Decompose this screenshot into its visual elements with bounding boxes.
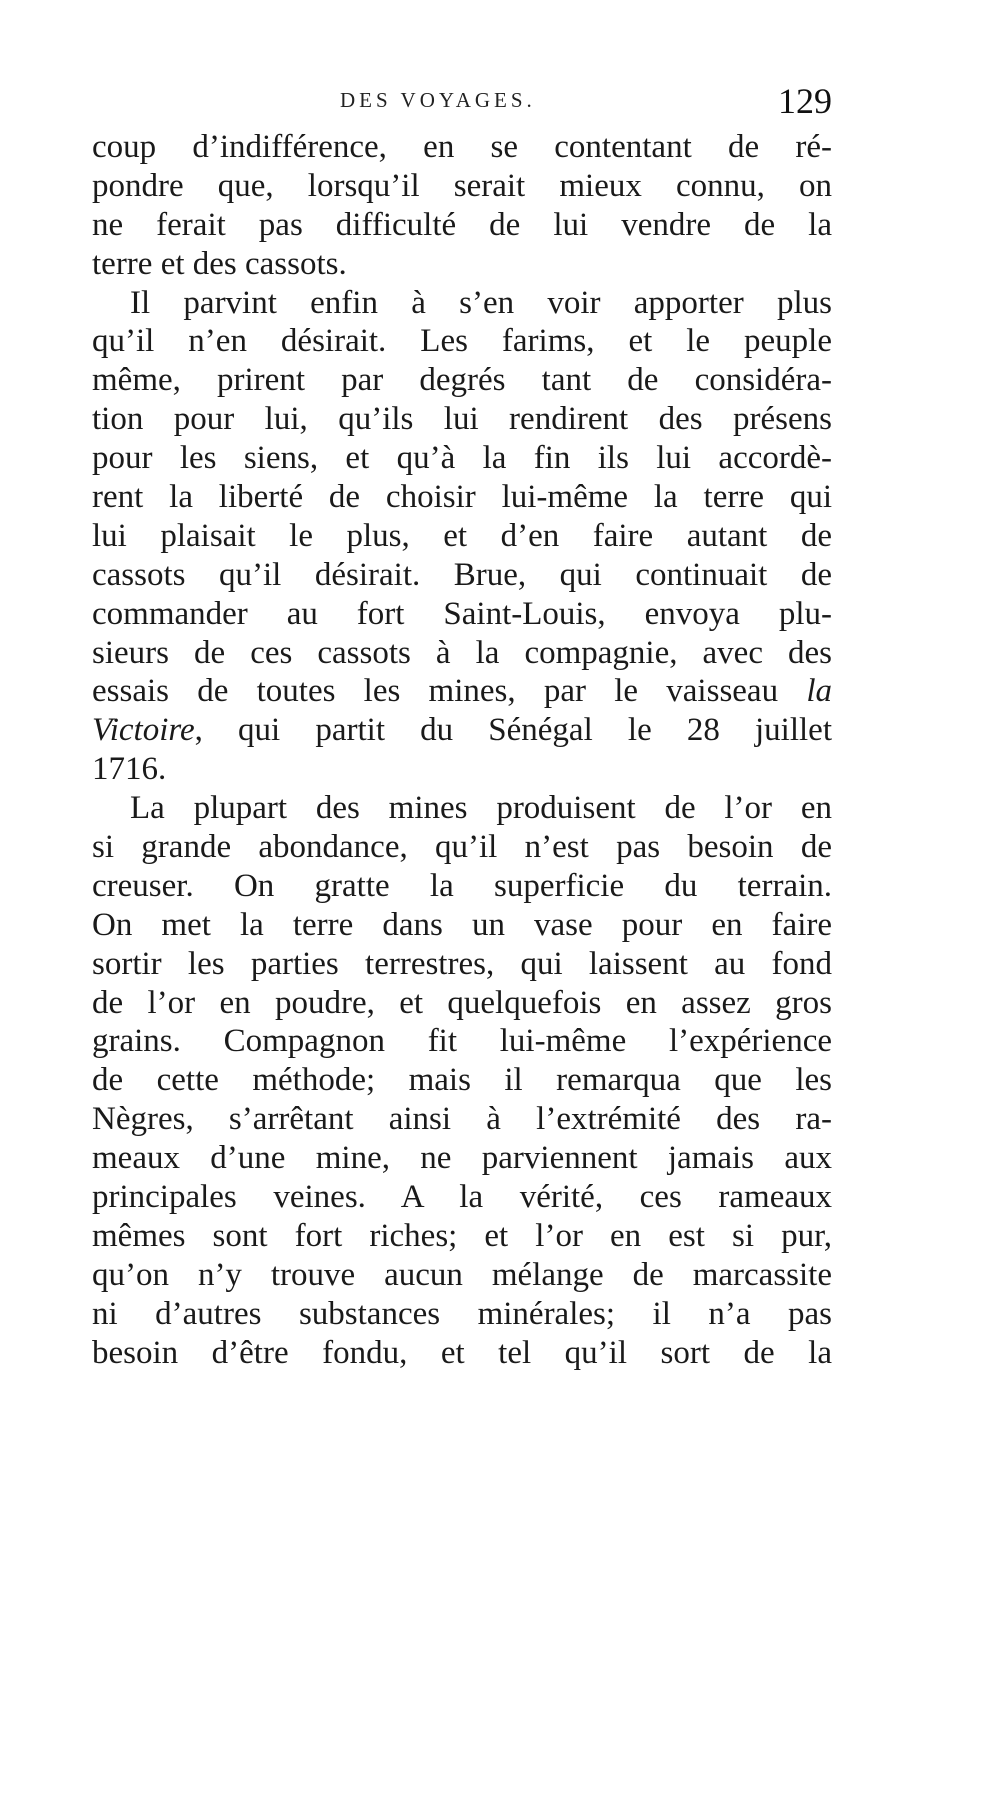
text-line: qu’il n’en désirait. Les farims, et le peuple: [92, 323, 832, 360]
text-line: sortir les parties terrestres, qui laissent au fond: [92, 945, 832, 982]
text-line-with-italic: [92, 672, 832, 711]
text-line: Il parvint enfin à s’en voir apporter plus: [130, 284, 832, 321]
text-line: besoin d’être fondu, et tel qu’il sort de la: [92, 1334, 832, 1371]
text-line: pondre que, lorsqu’il serait mieux connu, on: [92, 167, 832, 204]
text-line-with-italic: [92, 711, 832, 750]
text-line: lui plaisait le plus, et d’en faire autant de: [92, 517, 832, 554]
text-line: commander au fort Saint-Louis, envoya plu-: [92, 595, 832, 632]
body-text: [92, 128, 832, 1373]
text-line: creuser. On gratte la superficie du terrain.: [92, 867, 832, 904]
text-line: qu’on n’y trouve aucun mélange de marcassite: [92, 1256, 832, 1293]
text-line-segment: essais de toutes les mines, par le vaisseau: [92, 673, 779, 710]
text-line: meaux d’une mine, ne parviennent jamais aux: [92, 1140, 832, 1177]
text-line: Nègres, s’arrêtant ainsi à l’extrémité des ra-: [92, 1101, 832, 1138]
italic-ship-name: Victoire: [92, 712, 195, 749]
text-line: si grande abondance, qu’il n’est pas besoin de: [92, 829, 832, 866]
text-line: terre et des cassots.: [92, 245, 347, 282]
text-line: ne ferait pas difficulté de lui vendre de la: [92, 206, 832, 243]
text-line: sieurs de ces cassots à la compagnie, avec des: [92, 634, 832, 671]
text-line: On met la terre dans un vase pour en faire: [92, 906, 832, 943]
page-number: 129: [778, 81, 832, 121]
text-line: grains. Compagnon fit lui-même l’expérience: [92, 1023, 832, 1060]
text-line: cassots qu’il désirait. Brue, qui continuait de: [92, 556, 832, 593]
text-line: tion pour lui, qu’ils lui rendirent des présens: [92, 401, 832, 438]
text-line: même, prirent par degrés tant de considéra-: [92, 362, 832, 399]
text-line: principales veines. A la vérité, ces rameaux: [92, 1179, 832, 1216]
text-line: ni d’autres substances minérales; il n’a pas: [92, 1295, 832, 1332]
text-line: coup d’indifférence, en se contentant de ré-: [92, 129, 832, 165]
text-line: de cette méthode; mais il remarqua que les: [92, 1062, 832, 1099]
running-title: DES VOYAGES.: [340, 88, 536, 112]
text-line: La plupart des mines produisent de l’or en: [130, 790, 832, 827]
text-line: mêmes sont fort riches; et l’or en est si pur,: [92, 1217, 832, 1254]
running-head: [92, 80, 832, 124]
text-line: 1716.: [92, 751, 167, 788]
text-line: pour les siens, et qu’à la fin ils lui accordè-: [92, 440, 832, 477]
text-line: de l’or en poudre, et quelquefois en assez gros: [92, 984, 832, 1021]
italic-word: la: [806, 673, 832, 710]
text-line-segment: , qui partit du Sénégal le 28 juillet: [194, 712, 832, 749]
text-line: rent la liberté de choisir lui-même la terre qui: [92, 479, 832, 516]
